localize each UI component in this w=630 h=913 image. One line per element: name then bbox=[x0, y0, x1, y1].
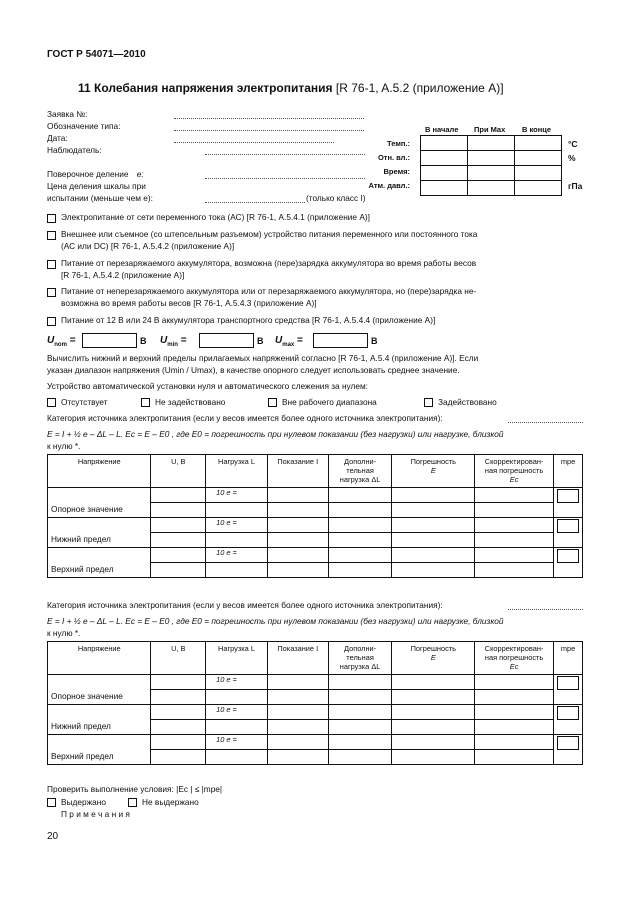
cell-reading[interactable] bbox=[267, 563, 328, 578]
cell-u[interactable] bbox=[151, 705, 206, 720]
option-nonrechargeable-checkbox[interactable] bbox=[47, 288, 56, 297]
cell-load-2[interactable] bbox=[206, 503, 268, 518]
category-field-2[interactable] bbox=[508, 609, 583, 610]
request-field[interactable] bbox=[174, 118, 364, 119]
cell-reading[interactable] bbox=[267, 720, 328, 735]
mpe-box[interactable] bbox=[557, 736, 579, 750]
cell-reading[interactable] bbox=[267, 675, 328, 690]
cell-add-load[interactable] bbox=[328, 548, 392, 563]
cell-corr-error[interactable] bbox=[475, 720, 554, 735]
passed-checkbox[interactable] bbox=[47, 798, 56, 807]
auto-zero-absent-checkbox[interactable] bbox=[47, 398, 56, 407]
th-mpe: mpe bbox=[554, 642, 583, 675]
option-rechargeable-label-2: [R 76-1, А.5.4.2 (приложение А)] bbox=[61, 270, 185, 280]
date-label: Дата: bbox=[47, 133, 68, 143]
th-additional-load: Дополни- тельная нагрузка ΔL bbox=[328, 455, 392, 488]
category-label-2: Категория источника электропитания (если у весов имеется более одного источника электропитания): bbox=[47, 600, 443, 610]
mpe-box[interactable] bbox=[557, 489, 579, 503]
th-load: Нагрузка L bbox=[206, 642, 268, 675]
cell-add-load[interactable] bbox=[328, 675, 392, 690]
date-field[interactable] bbox=[174, 142, 334, 143]
cell-mpe[interactable] bbox=[554, 675, 583, 705]
row-lower-label: Нижний предел bbox=[48, 705, 151, 735]
mpe-box[interactable] bbox=[557, 706, 579, 720]
cell-add-load[interactable] bbox=[328, 503, 392, 518]
cell-add-load[interactable] bbox=[328, 705, 392, 720]
cell-reading[interactable] bbox=[267, 690, 328, 705]
option-external-label-1: Внешнее или съемное (со штепсельным разъемом) устройство питания переменного или постоянного тока bbox=[61, 229, 478, 239]
verif-division-label: Поверочное деление e: bbox=[47, 169, 144, 179]
env-unit-hum: % bbox=[568, 153, 576, 163]
cell-u[interactable] bbox=[151, 503, 206, 518]
cell-add-load[interactable] bbox=[328, 690, 392, 705]
env-time-label: Время: bbox=[383, 167, 410, 176]
cell-corr-error[interactable] bbox=[475, 690, 554, 705]
calc-text-1: Вычислить нижний и верхний пределы прилагаемых напряжений согласно [R 76-1, А.5.4 (приложение А)]. Если bbox=[47, 353, 479, 363]
th-corrected-error: Скорректирован- ная погрешность Ec bbox=[475, 642, 554, 675]
cell-u[interactable] bbox=[151, 750, 206, 765]
cell-load-2[interactable] bbox=[206, 563, 268, 578]
calc-text-2: указан диапазон напряжения (Umin / Umax), в качестве опорного следует использовать среднее значение. bbox=[47, 365, 460, 375]
cell-load-2[interactable] bbox=[206, 750, 268, 765]
mpe-box[interactable] bbox=[557, 676, 579, 690]
cell-load: 10 e = bbox=[206, 735, 268, 750]
cell-mpe[interactable] bbox=[554, 548, 583, 578]
u-max-label: $U_{max}$ = bbox=[275, 335, 303, 348]
cell-reading[interactable] bbox=[267, 533, 328, 548]
env-hum-label: Отн. вл.: bbox=[377, 153, 410, 162]
cell-add-load[interactable] bbox=[328, 518, 392, 533]
env-col-max: При Max bbox=[474, 125, 506, 134]
env-col-end: В конце bbox=[522, 125, 552, 134]
cell-corr-error[interactable] bbox=[475, 533, 554, 548]
notes-label: П р и м е ч а н и я bbox=[61, 809, 130, 819]
env-unit-temp: °С bbox=[568, 139, 578, 149]
cell-u[interactable] bbox=[151, 533, 206, 548]
u-max-unit: В bbox=[371, 336, 378, 346]
category-label-1: Категория источника электропитания (если у весов имеется более одного источника электропитания): bbox=[47, 413, 443, 423]
section-title bbox=[78, 81, 504, 95]
check-condition: Проверить выполнение условия: |Ec | ≤ |mpe| bbox=[47, 784, 223, 794]
observer-label: Наблюдатель: bbox=[47, 145, 102, 155]
cell-u[interactable] bbox=[151, 735, 206, 750]
th-load: Нагрузка L bbox=[206, 455, 268, 488]
cell-reading[interactable] bbox=[267, 750, 328, 765]
mpe-box[interactable] bbox=[557, 519, 579, 533]
env-temp-label: Темп.: bbox=[387, 139, 410, 148]
formula-2-cont: к нулю *. bbox=[47, 628, 81, 638]
u-nom-unit: В bbox=[140, 336, 147, 346]
results-table-2 bbox=[47, 641, 583, 765]
cell-load-2[interactable] bbox=[206, 690, 268, 705]
cell-mpe[interactable] bbox=[554, 488, 583, 518]
mpe-box[interactable] bbox=[557, 549, 579, 563]
env-cell[interactable] bbox=[421, 151, 468, 166]
th-reading: Показание I bbox=[267, 642, 328, 675]
th-mpe: mpe bbox=[554, 455, 583, 488]
th-u: U, В bbox=[151, 455, 206, 488]
env-cell[interactable] bbox=[468, 181, 515, 196]
env-cell[interactable] bbox=[421, 166, 468, 181]
option-nonrechargeable-label-1: Питание от неперезаряжаемого аккумулятора или от перезаряжаемого аккумулятора, но (пере)зарядка не- bbox=[61, 286, 477, 296]
auto-zero-absent-label: Отсутствует bbox=[61, 397, 108, 407]
cell-corr-error[interactable] bbox=[475, 548, 554, 563]
u-min-label: $U_{min}$ = bbox=[160, 335, 187, 348]
type-field[interactable] bbox=[174, 130, 364, 131]
u-min-input[interactable] bbox=[199, 333, 254, 348]
cell-u[interactable] bbox=[151, 690, 206, 705]
option-rechargeable-label-1: Питание от перезаряжаемого аккумулятора, возможна (пере)зарядка аккумулятора во время работы весов bbox=[61, 258, 477, 268]
auto-zero-notused-checkbox[interactable] bbox=[141, 398, 150, 407]
row-lower-label: Нижний предел bbox=[48, 518, 151, 548]
document-number: ГОСТ Р 54071—2010 bbox=[47, 49, 146, 60]
verif-division-field[interactable] bbox=[205, 178, 365, 179]
cell-load: 10 e = bbox=[206, 548, 268, 563]
scale-label-1: Цена деления шкалы при bbox=[47, 181, 146, 191]
cell-load: 10 e = bbox=[206, 705, 268, 720]
env-unit-press: гПа bbox=[568, 181, 583, 191]
scale-field[interactable] bbox=[205, 202, 305, 203]
cell-u[interactable] bbox=[151, 518, 206, 533]
cell-load-2[interactable] bbox=[206, 720, 268, 735]
env-cell[interactable] bbox=[468, 136, 515, 151]
cell-corr-error[interactable] bbox=[475, 563, 554, 578]
cell-corr-error[interactable] bbox=[475, 735, 554, 750]
cell-reading[interactable] bbox=[267, 735, 328, 750]
env-col-start: В начале bbox=[425, 125, 459, 134]
option-vehicle-label: Питание от 12 В или 24 В аккумулятора транспортного средства [R 76-1, А.5.4.4 (приложение А)] bbox=[61, 315, 436, 325]
page-number: 20 bbox=[47, 831, 59, 842]
u-nom-input[interactable] bbox=[82, 333, 137, 348]
cell-load: 10 e = bbox=[206, 488, 268, 503]
section-title-text: 11 Колебания напряжения электропитания bbox=[78, 81, 333, 95]
cell-mpe[interactable] bbox=[554, 735, 583, 765]
option-nonrechargeable-label-2: возможна во время работы весов [R 76-1, А.5.4.3 (приложение А)] bbox=[61, 298, 317, 308]
cell-corr-error[interactable] bbox=[475, 675, 554, 690]
th-u: U, В bbox=[151, 642, 206, 675]
th-voltage: Напряжение bbox=[48, 455, 151, 488]
th-reading: Показание I bbox=[267, 455, 328, 488]
scale-label-2: испытании (меньше чем e): bbox=[47, 193, 153, 203]
section-title-ref: [R 76-1, A.5.2 (приложение А)] bbox=[335, 81, 504, 95]
type-label: Обозначение типа: bbox=[47, 121, 121, 131]
cell-load: 10 e = bbox=[206, 675, 268, 690]
option-external-label-2: (АС или DC) [R 76-1, А.5.4.2 (приложение А)] bbox=[61, 241, 235, 251]
u-min-unit: В bbox=[257, 336, 264, 346]
cell-reading[interactable] bbox=[267, 518, 328, 533]
cell-reading[interactable] bbox=[267, 548, 328, 563]
th-voltage: Напряжение bbox=[48, 642, 151, 675]
cell-error[interactable] bbox=[392, 563, 475, 578]
cell-corr-error[interactable] bbox=[475, 750, 554, 765]
cell-mpe[interactable] bbox=[554, 705, 583, 735]
request-label: Заявка №: bbox=[47, 109, 88, 119]
formula-1: E = I + ½ e – ΔL – L. Ec = E – E0 , где E0 = погрешность при нулевом показании (без нагрузки) или нагрузке, близкой bbox=[47, 429, 504, 439]
env-press-label: Атм. давл.: bbox=[368, 181, 410, 190]
cell-error[interactable] bbox=[392, 533, 475, 548]
cell-load-2[interactable] bbox=[206, 533, 268, 548]
formula-2: E = I + ½ e – ΔL – L. Ec = E – E0 , где E0 = погрешность при нулевом показании (без нагрузки) или нагрузке, близкой bbox=[47, 616, 504, 626]
auto-zero-used-checkbox[interactable] bbox=[424, 398, 433, 407]
cell-corr-error[interactable] bbox=[475, 518, 554, 533]
row-reference-label: Опорное значение bbox=[48, 488, 151, 518]
cell-reading[interactable] bbox=[267, 488, 328, 503]
env-cell[interactable] bbox=[515, 181, 562, 196]
cell-error[interactable] bbox=[392, 675, 475, 690]
cell-add-load[interactable] bbox=[328, 533, 392, 548]
cell-add-load[interactable] bbox=[328, 750, 392, 765]
cell-error[interactable] bbox=[392, 750, 475, 765]
cell-add-load[interactable] bbox=[328, 563, 392, 578]
results-table-1 bbox=[47, 454, 583, 578]
env-cell[interactable] bbox=[515, 166, 562, 181]
env-cell[interactable] bbox=[421, 181, 468, 196]
auto-zero-used-label: Задействовано bbox=[438, 397, 497, 407]
th-additional-load: Дополни- тельная нагрузка ΔL bbox=[328, 642, 392, 675]
option-rechargeable-checkbox[interactable] bbox=[47, 260, 56, 269]
cell-u[interactable] bbox=[151, 548, 206, 563]
option-ac-label: Электропитание от сети переменного тока (АС) [R 76-1, А.5.4.1 (приложение А)] bbox=[61, 212, 370, 222]
environment-table bbox=[420, 135, 562, 196]
cell-error[interactable] bbox=[392, 488, 475, 503]
u-max-input[interactable] bbox=[313, 333, 368, 348]
cell-error[interactable] bbox=[392, 503, 475, 518]
auto-zero-outrange-checkbox[interactable] bbox=[268, 398, 277, 407]
cell-add-load[interactable] bbox=[328, 488, 392, 503]
cell-corr-error[interactable] bbox=[475, 488, 554, 503]
option-vehicle-checkbox[interactable] bbox=[47, 317, 56, 326]
cell-add-load[interactable] bbox=[328, 720, 392, 735]
cell-error[interactable] bbox=[392, 690, 475, 705]
th-error: Погрешность E bbox=[392, 455, 475, 488]
cell-corr-error[interactable] bbox=[475, 705, 554, 720]
cell-u[interactable] bbox=[151, 488, 206, 503]
env-cell[interactable] bbox=[468, 166, 515, 181]
row-reference-label: Опорное значение bbox=[48, 675, 151, 705]
auto-zero-notused-label: Не задействовано bbox=[155, 397, 226, 407]
cell-error[interactable] bbox=[392, 548, 475, 563]
cell-add-load[interactable] bbox=[328, 735, 392, 750]
row-upper-label: Верхний предел bbox=[48, 548, 151, 578]
option-external-checkbox[interactable] bbox=[47, 231, 56, 240]
cell-error[interactable] bbox=[392, 705, 475, 720]
th-corrected-error: Скорректирован- ная погрешность Ec bbox=[475, 455, 554, 488]
auto-zero-label: Устройство автоматической установки нуля и автоматического слежения за нулем: bbox=[47, 381, 368, 391]
passed-label: Выдержано bbox=[61, 797, 106, 807]
env-cell[interactable] bbox=[468, 151, 515, 166]
env-cell[interactable] bbox=[421, 136, 468, 151]
th-error: Погрешность E bbox=[392, 642, 475, 675]
option-ac-checkbox[interactable] bbox=[47, 214, 56, 223]
cell-mpe[interactable] bbox=[554, 518, 583, 548]
cell-error[interactable] bbox=[392, 720, 475, 735]
cell-u[interactable] bbox=[151, 675, 206, 690]
cell-reading[interactable] bbox=[267, 503, 328, 518]
cell-load: 10 e = bbox=[206, 518, 268, 533]
cell-u[interactable] bbox=[151, 563, 206, 578]
cell-corr-error[interactable] bbox=[475, 503, 554, 518]
u-nom-label: $U_{nom}$ = bbox=[47, 335, 76, 348]
env-cell[interactable] bbox=[515, 136, 562, 151]
row-upper-label: Верхний предел bbox=[48, 735, 151, 765]
class-note: (только класс I) bbox=[306, 193, 366, 203]
cell-u[interactable] bbox=[151, 720, 206, 735]
failed-label: Не выдержано bbox=[142, 797, 199, 807]
env-cell[interactable] bbox=[515, 151, 562, 166]
failed-checkbox[interactable] bbox=[128, 798, 137, 807]
formula-1-cont: к нулю *. bbox=[47, 441, 81, 451]
auto-zero-outrange-label: Вне рабочего диапазона bbox=[282, 397, 377, 407]
cell-error[interactable] bbox=[392, 735, 475, 750]
category-field-1[interactable] bbox=[508, 422, 583, 423]
cell-reading[interactable] bbox=[267, 705, 328, 720]
cell-error[interactable] bbox=[392, 518, 475, 533]
